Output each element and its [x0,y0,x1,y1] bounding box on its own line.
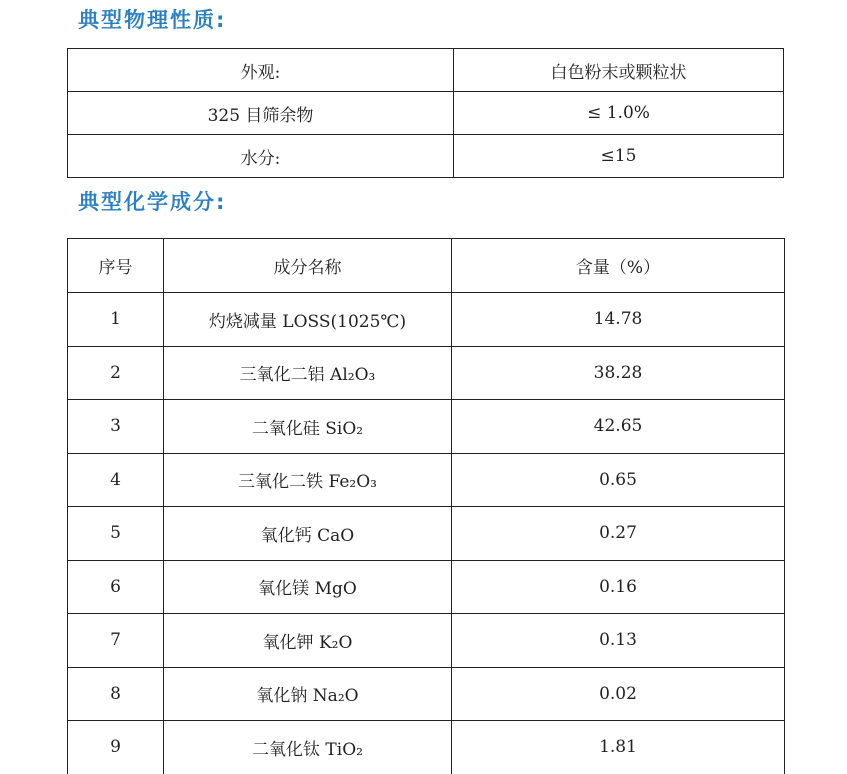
content-value-cell: 14.78 [452,293,785,347]
component-name-cell: 三氧化二铁 Fe₂O₃ [164,453,452,507]
row-number-cell: 8 [68,667,164,721]
table-row [68,293,785,347]
property-cell: 325 目筛余物 [68,92,454,135]
value-cell: 白色粉末或颗粒状 [454,49,784,92]
component-name-cell: 二氧化钛 TiO₂ [164,721,452,774]
content-value-cell: 0.13 [452,614,785,668]
table-row [68,92,784,135]
column-header-no: 序号 [68,239,164,293]
chemical-composition-table [67,238,785,774]
table-row [68,507,785,561]
component-name-cell: 氧化钠 Na₂O [164,667,452,721]
property-cell: 水分: [68,135,454,178]
table-row [68,667,785,721]
table-row [68,400,785,454]
table-row [68,49,784,92]
table-header-row [68,239,785,293]
column-header-name: 成分名称 [164,239,452,293]
component-name-cell: 三氧化二铝 Al₂O₃ [164,346,452,400]
value-cell: ≤15 [454,135,784,178]
content-value-cell: 0.16 [452,560,785,614]
content-value-cell: 0.27 [452,507,785,561]
row-number-cell: 2 [68,346,164,400]
component-name-cell: 氧化钙 CaO [164,507,452,561]
content-value-cell: 42.65 [452,400,785,454]
row-number-cell: 7 [68,614,164,668]
physical-properties-table [67,48,784,178]
component-name-cell: 氧化钾 K₂O [164,614,452,668]
content-value-cell: 0.02 [452,667,785,721]
row-number-cell: 1 [68,293,164,347]
row-number-cell: 3 [68,400,164,454]
physical-properties-heading: 典型物理性质: [78,8,227,32]
row-number-cell: 4 [68,453,164,507]
column-header-content: 含量（%） [452,239,785,293]
property-cell: 外观: [68,49,454,92]
row-number-cell: 5 [68,507,164,561]
table-row [68,453,785,507]
component-name-cell: 氧化镁 MgO [164,560,452,614]
table-row [68,346,785,400]
chemical-composition-heading: 典型化学成分: [78,190,227,214]
row-number-cell: 6 [68,560,164,614]
table-row [68,135,784,178]
component-name-cell: 二氧化硅 SiO₂ [164,400,452,454]
row-number-cell: 9 [68,721,164,774]
content-value-cell: 0.65 [452,453,785,507]
content-value-cell: 1.81 [452,721,785,774]
table-row [68,614,785,668]
table-row [68,721,785,774]
component-name-cell: 灼烧减量 LOSS(1025℃) [164,293,452,347]
table-row [68,560,785,614]
value-cell: ≤ 1.0% [454,92,784,135]
content-value-cell: 38.28 [452,346,785,400]
